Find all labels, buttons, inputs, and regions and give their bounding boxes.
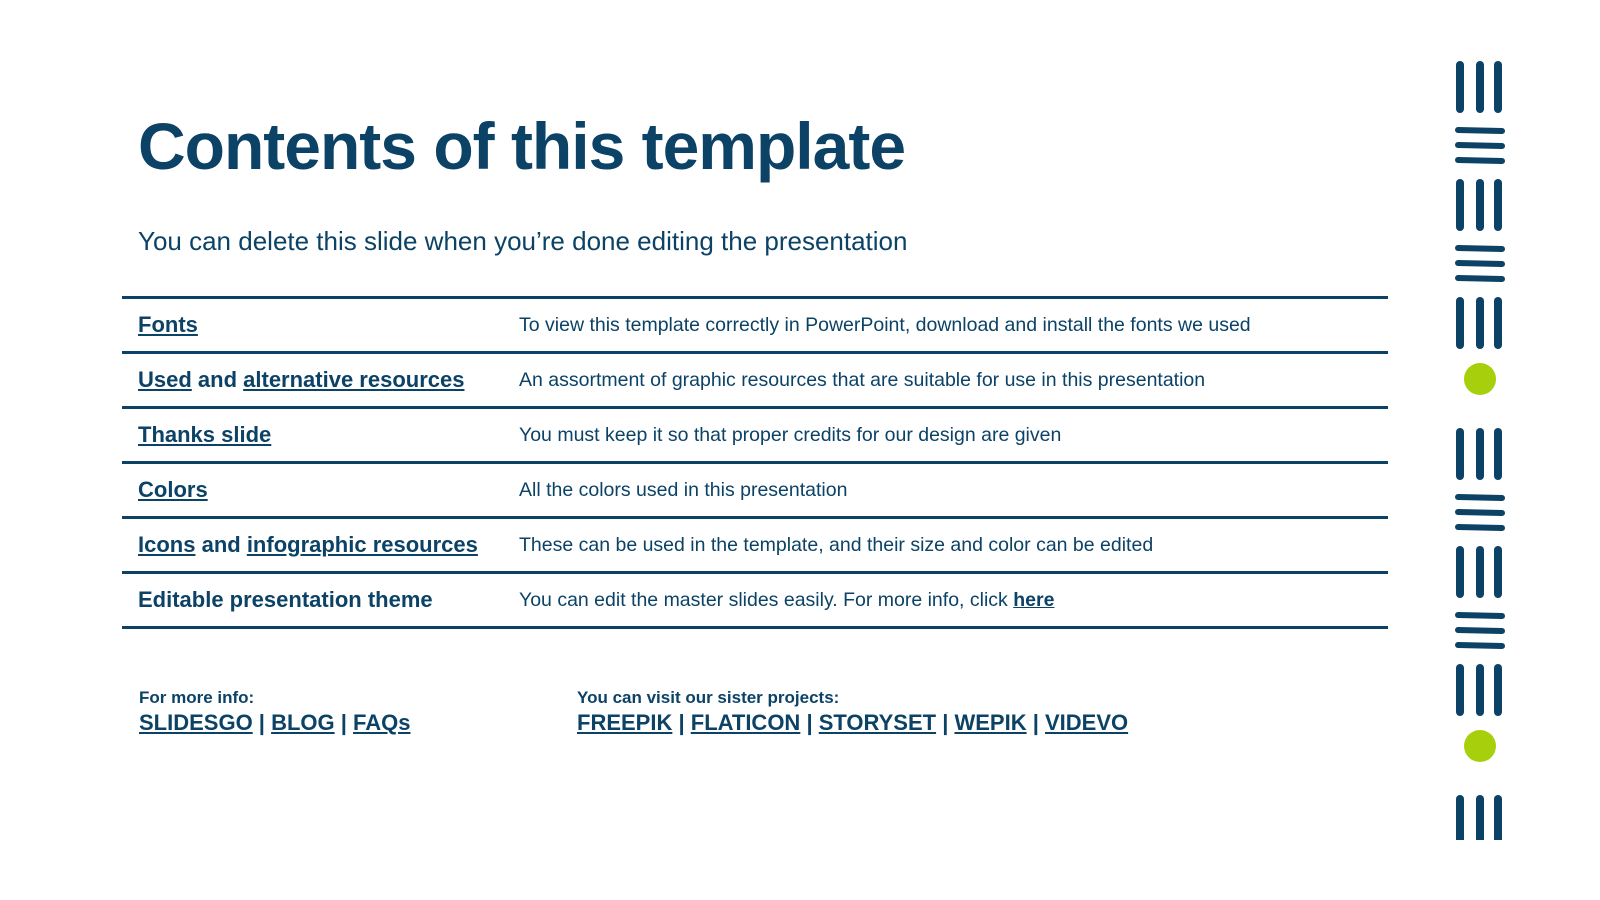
thanks-slide-link[interactable]: Thanks slide (138, 422, 272, 447)
stripe-horizontal (1458, 248, 1502, 249)
blog-link[interactable]: BLOG (271, 710, 335, 735)
more-info-links (139, 710, 411, 736)
sister-projects-label: You can visit our sister projects: (577, 688, 840, 707)
used-link[interactable]: Used (138, 367, 192, 392)
icons-link[interactable]: Icons (138, 532, 196, 557)
stripe-horizontal (1458, 497, 1502, 498)
table-row (122, 574, 1388, 629)
wepik-link[interactable]: WEPIK (954, 710, 1027, 735)
slidesgo-link[interactable]: SLIDESGO (139, 710, 253, 735)
sister-projects-block (577, 688, 1128, 736)
row-description: All the colors used in this presentation (519, 478, 848, 501)
page-title: Contents of this template (138, 109, 906, 183)
faqs-link[interactable]: FAQs (353, 710, 411, 735)
link-separator: | (252, 710, 272, 735)
link-separator: | (936, 710, 955, 735)
more-info-label: For more info: (139, 688, 255, 707)
table-row (122, 519, 1388, 574)
videvo-link[interactable]: VIDEVO (1044, 710, 1129, 735)
stripe-horizontal (1458, 512, 1502, 513)
infographic-resources-link[interactable]: infographic resources (246, 532, 478, 557)
stripe-horizontal (1458, 160, 1502, 161)
stripe-horizontal (1458, 263, 1502, 264)
decorative-stripe-pattern (1440, 50, 1530, 840)
alternative-resources-link[interactable]: alternative resources (243, 367, 465, 392)
stripe-horizontal (1458, 615, 1502, 616)
row-description: To view this template correctly in PowerPoint, download and install the fonts we used (519, 313, 1251, 336)
stripe-horizontal (1458, 527, 1502, 528)
stripe-horizontal (1458, 278, 1502, 279)
table-row (122, 464, 1388, 519)
row-description: You can edit the master slides easily. For more info, click (519, 588, 1014, 611)
table-row (122, 409, 1388, 464)
freepik-link[interactable]: FREEPIK (577, 710, 673, 735)
sister-project-links (577, 710, 1128, 736)
link-separator: | (1026, 710, 1045, 735)
table-row (122, 354, 1388, 409)
green-dot-icon (1464, 730, 1496, 762)
link-separator: | (334, 710, 354, 735)
editable-theme-label: Editable presentation theme (138, 587, 433, 612)
row-description: An assortment of graphic resources that are suitable for use in this presentation (519, 368, 1206, 391)
conjunction: and (191, 367, 244, 392)
storyset-link[interactable]: STORYSET (818, 710, 937, 735)
page-subtitle: You can delete this slide when you’re done editing the presentation (138, 226, 908, 256)
green-dot-icon (1464, 363, 1496, 395)
link-separator: | (672, 710, 691, 735)
stripe-horizontal (1458, 145, 1502, 146)
flaticon-link[interactable]: FLATICON (690, 710, 801, 735)
stripe-horizontal (1458, 645, 1502, 646)
fonts-link[interactable]: Fonts (138, 312, 198, 337)
stripe-horizontal (1458, 130, 1502, 131)
conjunction: and (195, 532, 247, 557)
row-description: You must keep it so that proper credits for our design are given (519, 423, 1062, 446)
link-separator: | (800, 710, 819, 735)
contents-table (122, 296, 1388, 629)
here-link[interactable]: here (1013, 588, 1055, 611)
stripe-horizontal (1458, 630, 1502, 631)
more-info-block (139, 688, 411, 736)
colors-link[interactable]: Colors (138, 477, 208, 502)
table-row (122, 299, 1388, 354)
row-description: These can be used in the template, and their size and color can be edited (519, 533, 1154, 556)
